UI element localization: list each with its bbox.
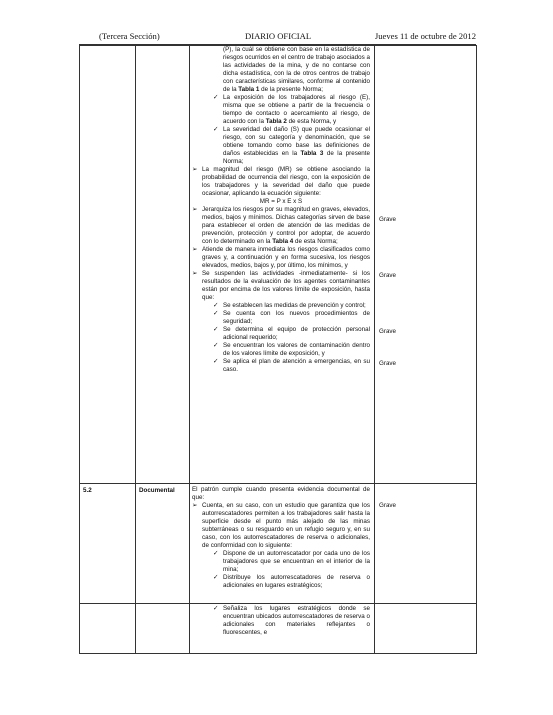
checkmark-icon: ✓: [213, 550, 219, 557]
list-item: ✓ La exposición de los trabajadores al riesgo (E), misma que se obtiene a partir de la frecuencia o tiempo de contacto o acercamiento al riesgo, de acuerdo con la Tabla 2 de esta Norma, y: [213, 94, 370, 125]
severity-cell: [375, 484, 477, 604]
formula: MR = P x E x S: [259, 198, 303, 205]
section-label: (Tercera Sección): [99, 31, 160, 41]
intro-text: El patrón cumple cuando presenta evidencia documental de que:: [192, 486, 370, 501]
number-cell: [80, 604, 136, 654]
list-item: ✓ Se determina el equipo de protección personal adicional requerido;: [213, 326, 370, 341]
severity-label: Grave: [379, 216, 397, 223]
checkmark-icon: ✓: [213, 326, 219, 333]
list-item: ➢ Cuenta, en su caso, con un estudio que garantiza que los autorrescatadores permiten a los trabajadores salir hasta la superficie desde el punto más alejado de las minas subterráneas o su resguardo en un refugio seguro y, en su caso, con los autorrescatadores de reserva o adicionales, de conformidad con lo siguiente:: [192, 502, 370, 549]
table-row: [80, 604, 477, 654]
checkmark-icon: ✓: [213, 342, 219, 349]
criterion-number: 5.2: [80, 484, 136, 604]
list-item: ✓ La severidad del daño (S) que puede ocasionar el riesgo, con su categoría y denominación, que se obtiene tomando como base las definiciones de daños establecidas en la Tabla 3 de la presente Norma;: [213, 126, 370, 165]
list-item: ✓ Se aplica el plan de atención a emergencias, en su caso.: [213, 358, 370, 373]
list-item: ✓ Señaliza los lugares estratégicos donde se encuentran ubicados autorrescatadores de reserva o adicionales con materiales reflejantes o fluorescentes, e: [213, 605, 370, 636]
severity-label: Grave: [379, 328, 397, 335]
list-item: ✓ Dispone de un autorrescatador por cada uno de los trabajadores que se encuentran en el interior de la mina;: [213, 550, 370, 573]
table-row: [80, 484, 477, 604]
arrow-bullet-icon: ➢: [192, 502, 198, 509]
list-item: ➢ Jerarquiza los riesgos por su magnitud en graves, elevados, medios, bajos y mínimos. Dichas categorías sirven de base para establecer el orden de atención de las medidas de prevención, protección y control por adoptar, de acuerdo con lo determinado en la Tabla 4 de esta Norma;: [192, 206, 370, 245]
checkmark-icon: ✓: [213, 574, 219, 581]
checkmark-icon: ✓: [213, 605, 219, 612]
checkmark-icon: ✓: [213, 358, 219, 365]
criteria-cell: [190, 484, 375, 604]
table-row: [80, 46, 477, 484]
page-header: [79, 31, 476, 45]
number-cell: [80, 46, 136, 484]
checkmark-icon: ✓: [213, 126, 219, 133]
arrow-bullet-icon: ➢: [192, 246, 198, 253]
severity-label: Grave: [379, 502, 397, 509]
type-cell: [136, 46, 190, 484]
checkmark-icon: ✓: [213, 302, 219, 309]
checkmark-icon: ✓: [213, 94, 219, 101]
arrow-bullet-icon: ➢: [192, 206, 198, 213]
list-item: ➢ La magnitud del riesgo (MR) se obtiene asociando la probabilidad de ocurrencia del riesgo, con la exposición de los trabajadores y la severidad del daño que puede ocasionar, aplicando la ecuación siguiente:: [192, 166, 370, 197]
list-item: ➢ Atiende de manera inmediata los riesgos clasificados como graves y, a continuación y en forma sucesiva, los riesgos elevados, medios, bajos y, por último, los mínimos, y: [192, 246, 370, 269]
checkmark-icon: ✓: [213, 310, 219, 317]
list-item: ✓ Se establecen las medidas de prevención y control;: [213, 302, 366, 309]
list-item: ✓ Distribuye los autorrescatadores de reserva o adicionales en lugares estratégicos;: [213, 574, 370, 589]
type-cell: [136, 604, 190, 654]
publication-title: DIARIO OFICIAL: [245, 31, 312, 41]
arrow-bullet-icon: ➢: [192, 166, 198, 173]
continuation-text: (P), la cuál se obtiene con base en la estadística de riesgos ocurridos en el centro de trabajo asociados a las actividades de la mina, y de no contarse con dicha estadística, con la de otros centros de trabajo con características similares, conforme al contenido de la Tabla 1 de la presente Norma;: [223, 46, 370, 93]
list-item: ➢ Se suspenden las actividades -inmediatamente- si los resultados de la evaluación de los agentes contaminantes están por encima de los valores límite de exposición, hasta que:: [192, 270, 370, 301]
criteria-cell: [190, 46, 375, 484]
severity-label: Grave: [379, 272, 397, 279]
verification-table: [79, 45, 477, 654]
severity-label: Grave: [379, 360, 397, 367]
arrow-bullet-icon: ➢: [192, 270, 198, 277]
severity-cell: [375, 604, 477, 654]
publication-date: Jueves 11 de octubre de 2012: [374, 31, 476, 41]
evidence-type: Documental: [136, 484, 190, 604]
list-item: ✓ Se encuentran los valores de contaminación dentro de los valores límite de exposición, y: [213, 342, 370, 357]
severity-cell: [375, 46, 477, 484]
criteria-cell: [190, 604, 375, 654]
list-item: ✓ Se cuenta con los nuevos procedimientos de seguridad;: [213, 310, 370, 325]
